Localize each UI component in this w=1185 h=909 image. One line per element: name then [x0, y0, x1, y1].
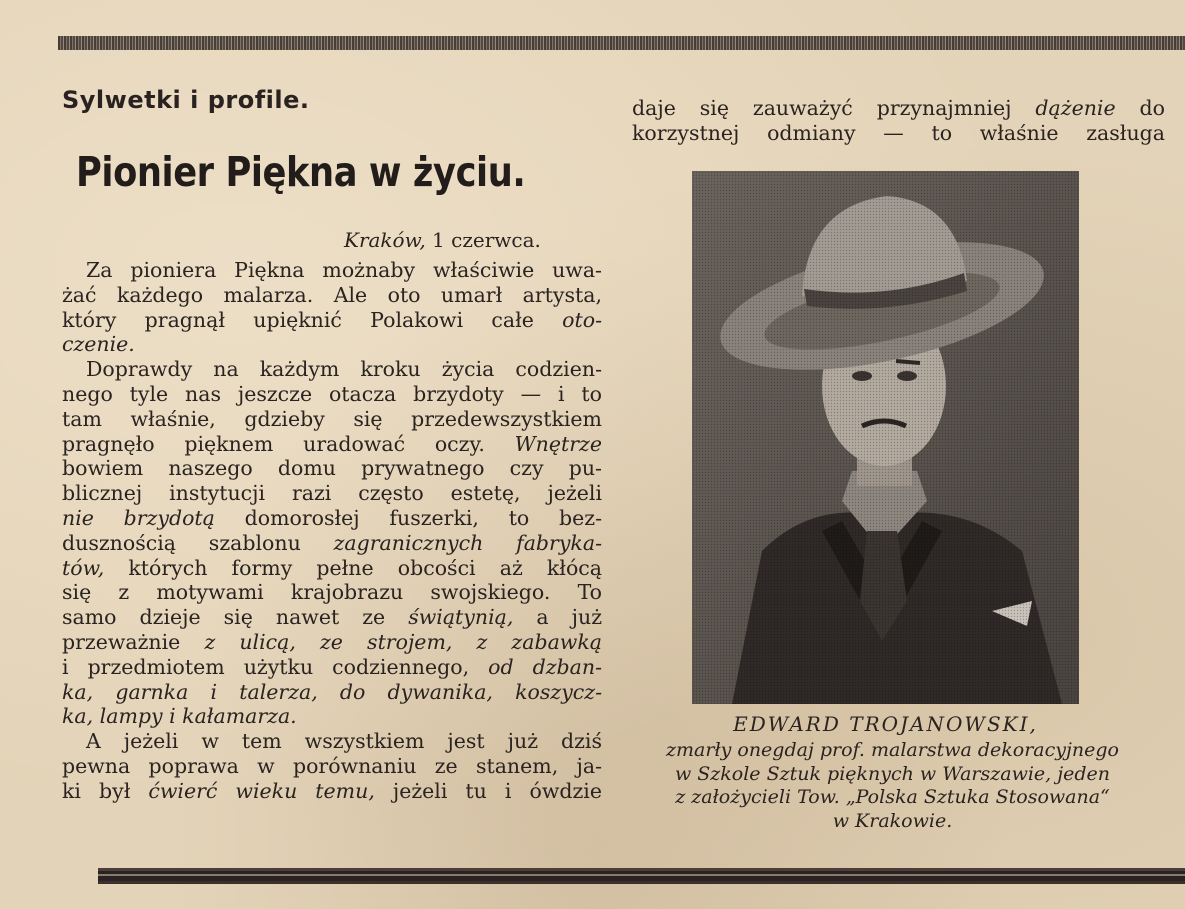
text-line	[62, 456, 602, 481]
text-run: zagranicznych fabryka-	[333, 530, 602, 555]
text-run: pragnęło pięknem uradować oczy.	[62, 431, 515, 456]
text-run: tów,	[62, 555, 105, 580]
portrait-photo	[692, 171, 1079, 704]
text-run: daje się zauważyć przynajmniej	[632, 96, 1036, 120]
text-run: od dzban-	[488, 654, 602, 679]
article-right-column	[632, 96, 1165, 146]
text-line	[62, 308, 602, 333]
text-run: oto-	[562, 307, 602, 332]
text-line	[62, 630, 602, 655]
text-run: korzystnej odmiany — to właśnie zasługa	[632, 120, 1165, 145]
text-line	[62, 580, 602, 605]
text-line	[62, 481, 602, 506]
caption-name: EDWARD TROJANOWSKI,	[733, 712, 1038, 736]
text-run: przeważnie	[62, 629, 205, 654]
text-run: Wnętrze	[514, 431, 602, 456]
text-run: żać każdego malarza. Ale oto umarł artysta,	[62, 282, 602, 307]
text-run: dążenie	[1035, 96, 1116, 120]
text-line	[632, 121, 1165, 146]
text-run: do	[1115, 96, 1165, 120]
text-line	[62, 655, 602, 680]
text-run: pewna poprawa w porównaniu ze stanem, ja-	[62, 753, 602, 778]
text-line	[632, 96, 1165, 121]
text-run: ka, lampy i kałamarza.	[62, 704, 297, 729]
text-run: domorosłej fuszerki, to bez-	[214, 505, 602, 530]
text-run: jeżeli tu i ówdzie	[374, 778, 602, 803]
text-line	[62, 382, 602, 407]
text-line	[62, 432, 602, 457]
caption-line: zmarły onegdaj prof. malarstwa dekoracyjnego	[666, 739, 1119, 761]
caption-line: w Krakowie.	[832, 809, 953, 832]
text-line	[62, 605, 602, 630]
section-label: Sylwetki i profile.	[62, 86, 310, 114]
text-run: blicznej instytucji razi często estetę, jeżeli	[62, 481, 602, 506]
text-line	[62, 779, 602, 804]
text-run: czenie.	[62, 332, 135, 357]
text-run: a już	[513, 605, 602, 630]
caption-line: w Szkole Sztuk pięknych w Warszawie, jeden	[674, 762, 1111, 785]
text-run: ćwierć wieku temu,	[148, 778, 375, 803]
text-run: których formy pełne obcości aż kłócą	[104, 555, 602, 580]
text-run: ka, garnka i talerza, do dywanika, koszycz-	[62, 679, 602, 704]
text-run: Za pioniera Piękna możnaby właściwie uwa-	[86, 258, 602, 282]
text-line	[62, 680, 602, 705]
dateline	[344, 228, 541, 252]
text-line	[62, 357, 602, 382]
text-line	[62, 754, 602, 779]
text-line	[62, 729, 602, 754]
portrait-image	[692, 171, 1079, 704]
text-run: tam właśnie, gdzieby się przedewszystkiem	[62, 406, 602, 431]
text-run: A jeżeli w tem wszystkiem jest już dziś	[86, 729, 602, 754]
text-run: który pragnął upięknić Polakowi całe	[62, 307, 563, 332]
text-run: Doprawdy na każdym kroku życia codzien-	[86, 357, 602, 382]
text-run: ki był	[62, 778, 149, 803]
dateline-date: 1 czerwca.	[425, 228, 541, 252]
caption-text	[620, 739, 1165, 833]
text-line	[62, 531, 602, 556]
article-left-column	[62, 258, 602, 804]
bottom-rule	[98, 868, 1185, 884]
text-run: i przedmiotem użytku codziennego,	[62, 654, 489, 679]
text-line	[62, 258, 602, 283]
text-run: nego tyle nas jeszcze otacza brzydoty — i to	[62, 381, 602, 406]
text-run: samo dzieje się nawet ze	[62, 605, 409, 630]
text-line	[62, 506, 602, 531]
dateline-place: Kraków,	[344, 228, 426, 252]
headline: Pionier Piękna w życiu.	[76, 148, 526, 196]
text-run: bowiem naszego domu prywatnego czy pu-	[62, 456, 602, 481]
text-line	[62, 556, 602, 581]
text-line	[62, 407, 602, 432]
text-run: dusznością szablonu	[62, 530, 334, 555]
text-run: się z motywami krajobrazu swojskiego. To	[62, 580, 602, 605]
text-line	[62, 332, 602, 357]
text-run: z ulicą, ze strojem, z zabawką	[204, 629, 602, 654]
text-run: nie brzydotą	[62, 505, 215, 530]
text-line	[62, 283, 602, 308]
text-run: świątynią,	[408, 605, 514, 630]
text-line	[62, 704, 602, 729]
caption-line: z założycieli Tow. „Polska Sztuka Stosowana“	[675, 786, 1110, 808]
top-rule	[58, 36, 1185, 50]
